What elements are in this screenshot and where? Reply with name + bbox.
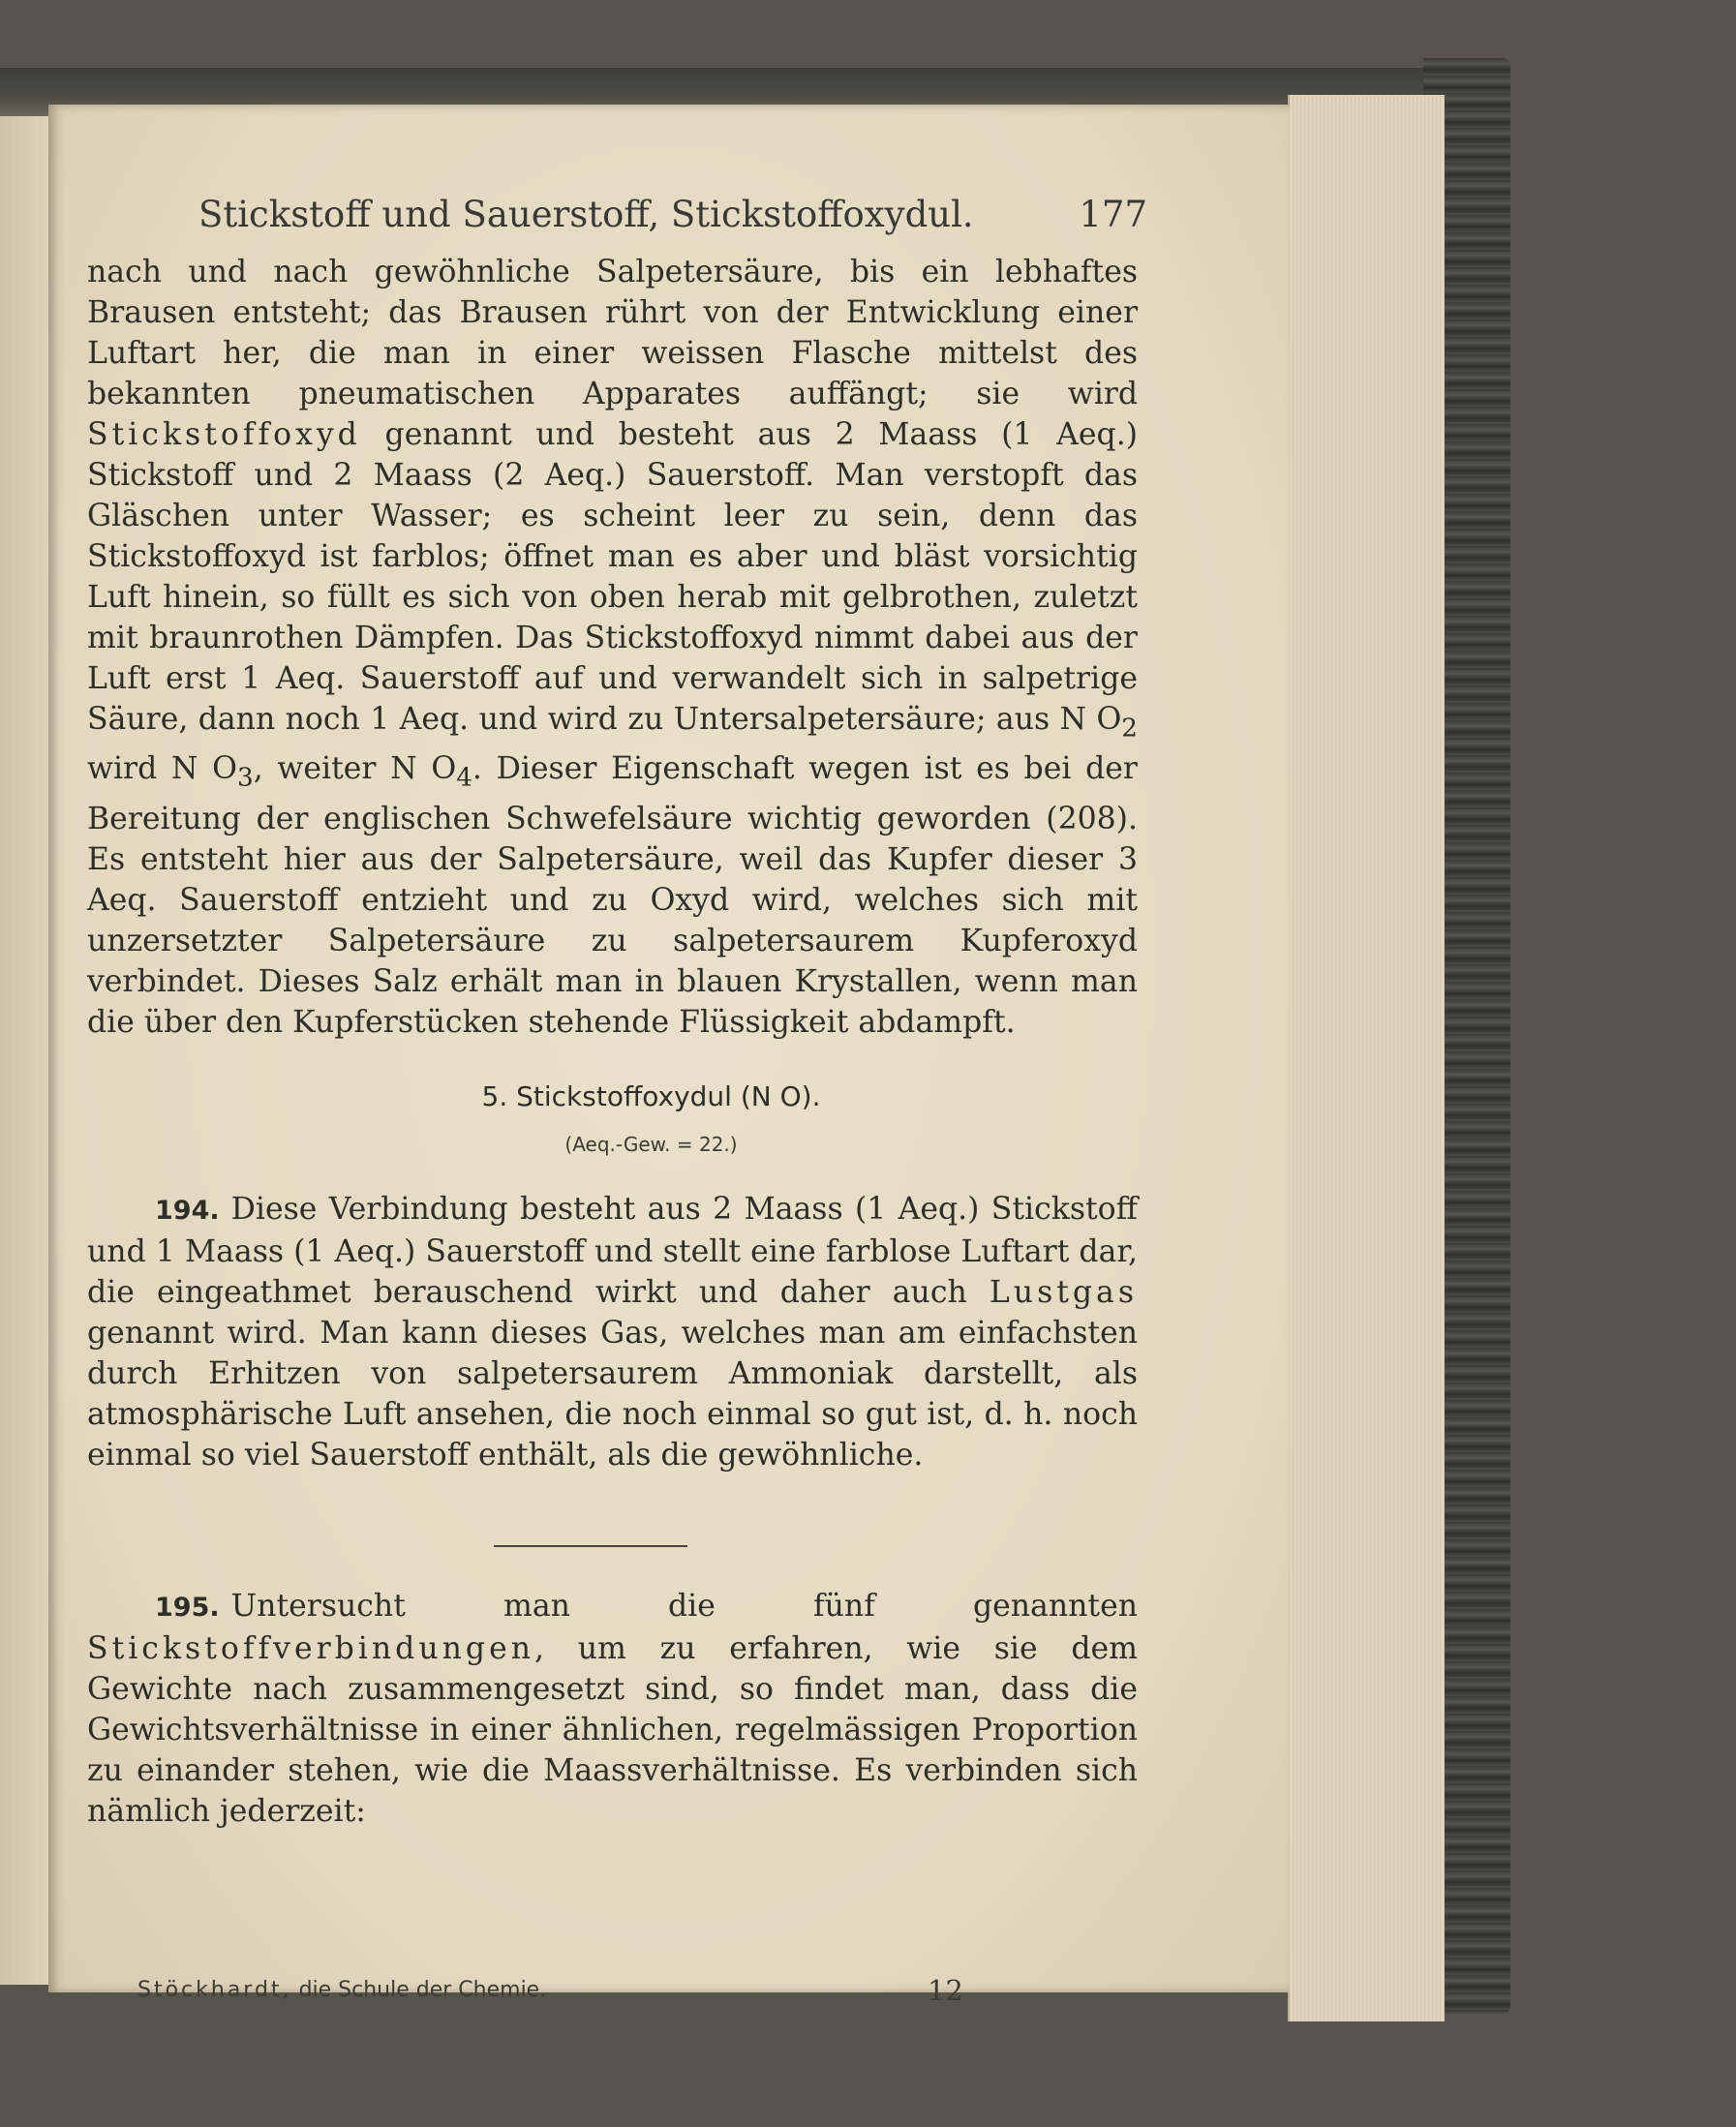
section-subheading: (Aeq.-Gew. = 22.): [564, 1133, 738, 1156]
term-stickstoffoxyd: Stickstoffoxyd: [87, 417, 361, 452]
p2-text-1: Diese Verbindung besteht aus 2 Maass (1 Aeq.) Stickstoff und 1 Maass (1 Aeq.) Sauerstoff und stellt eine farblose Luftart dar, die eingeathmet berauschend wirkt und daher auch: [87, 1192, 1138, 1310]
p1-text-1: nach und nach gewöhnliche Salpetersäure, bis ein lebhaftes Brausen entsteht; das Brausen rührt von der Entwicklung einer Luftart her, die man in einer weissen Flasche mittelst des bekannten pneumatischen Apparates auffängt; sie wird: [87, 255, 1138, 411]
p1-text-3: wird N O: [87, 751, 238, 787]
subscript-2: 2: [1121, 714, 1138, 744]
facing-page-edge: [0, 116, 51, 1985]
section-divider: [494, 1545, 687, 1547]
p1-text-2: genannt und besteht aus 2 Maass (1 Aeq.) Stickstoff und 2 Maass (2 Aeq.) Sauerstoff. Man verstopft das Gläschen unter Wasser; es scheint leer zu sein, denn das Stickstoffoxyd ist farblos; öffnet man es aber und bläst vorsichtig Luft hinein, so füllt es sich von oben herab mit gelbrothen, zuletzt mit braunrothen Dämpfen. Das Stickstoffoxyd nimmt dabei aus der Luft erst 1 Aeq. Sauerstoff auf und verwandelt sich in salpetrige Säure, dann noch 1 Aeq. und wird zu Untersalpetersäure; aus N O: [87, 417, 1138, 737]
running-head: [198, 194, 1147, 235]
page-block-edge: [1288, 95, 1445, 2021]
signature-mark: 12: [928, 1974, 963, 2007]
paragraph-number-194: 194.: [155, 1196, 220, 1226]
paragraph-number-195: 195.: [155, 1593, 220, 1623]
subscript-4: 4: [456, 763, 472, 793]
book-page: [48, 105, 1290, 2007]
paragraph-194: [87, 1189, 1138, 1475]
p3-text-1: Untersucht man die fünf genannten: [230, 1589, 1138, 1624]
page-number: 177: [1079, 194, 1147, 235]
page-footer: [137, 1974, 1009, 2007]
paragraph-195: [87, 1586, 1138, 1832]
running-head-title: Stickstoff und Sauerstoff, Stickstoffoxydul.: [198, 194, 974, 235]
section-heading: 5. Stickstoffoxydul (N O).: [481, 1080, 821, 1112]
p1-text-4: , weiter N O: [253, 751, 457, 787]
term-stickstoffverbindungen: Stickstoffverbindungen: [87, 1631, 535, 1666]
footer-title: die Schule der Chemie.: [298, 1978, 547, 2002]
p3-text-2: , um zu erfahren, wie sie dem Gewichte nach zusammengesetzt sind, so findet man, dass die Gewichtsverhältnisse in einer ähnlichen, regelmässigen Proportion zu einander stehen, wie die Maassverhältnisse. Es verbinden sich nämlich jederzeit:: [87, 1631, 1138, 1829]
paragraph-continued: [87, 252, 1138, 1043]
subscript-3: 3: [237, 763, 254, 793]
term-lustgas: Lustgas: [989, 1275, 1138, 1310]
p1-text-5: . Dieser Eigenschaft wegen ist es bei der Bereitung der englischen Schwefelsäure wichtig geworden (208). Es entsteht hier aus der Salpetersäure, weil das Kupfer dieser 3 Aeq. Sauerstoff entzieht und zu Oxyd wird, welches sich mit unzersetzter Salpetersäure zu salpetersaurem Kupferoxyd verbindet. Dieses Salz erhält man in blauen Krystallen, wenn man die über den Kupferstücken stehende Flüssigkeit abdampft.: [87, 751, 1138, 1040]
p2-text-2: genannt wird. Man kann dieses Gas, welches man am einfachsten durch Erhitzen von salpetersaurem Ammoniak darstellt, als atmosphärische Luft ansehen, die noch einmal so gut ist, d. h. noch einmal so viel Sauerstoff enthält, als die gewöhnliche.: [87, 1316, 1138, 1473]
footer-author: Stöckhardt,: [137, 1978, 292, 2002]
